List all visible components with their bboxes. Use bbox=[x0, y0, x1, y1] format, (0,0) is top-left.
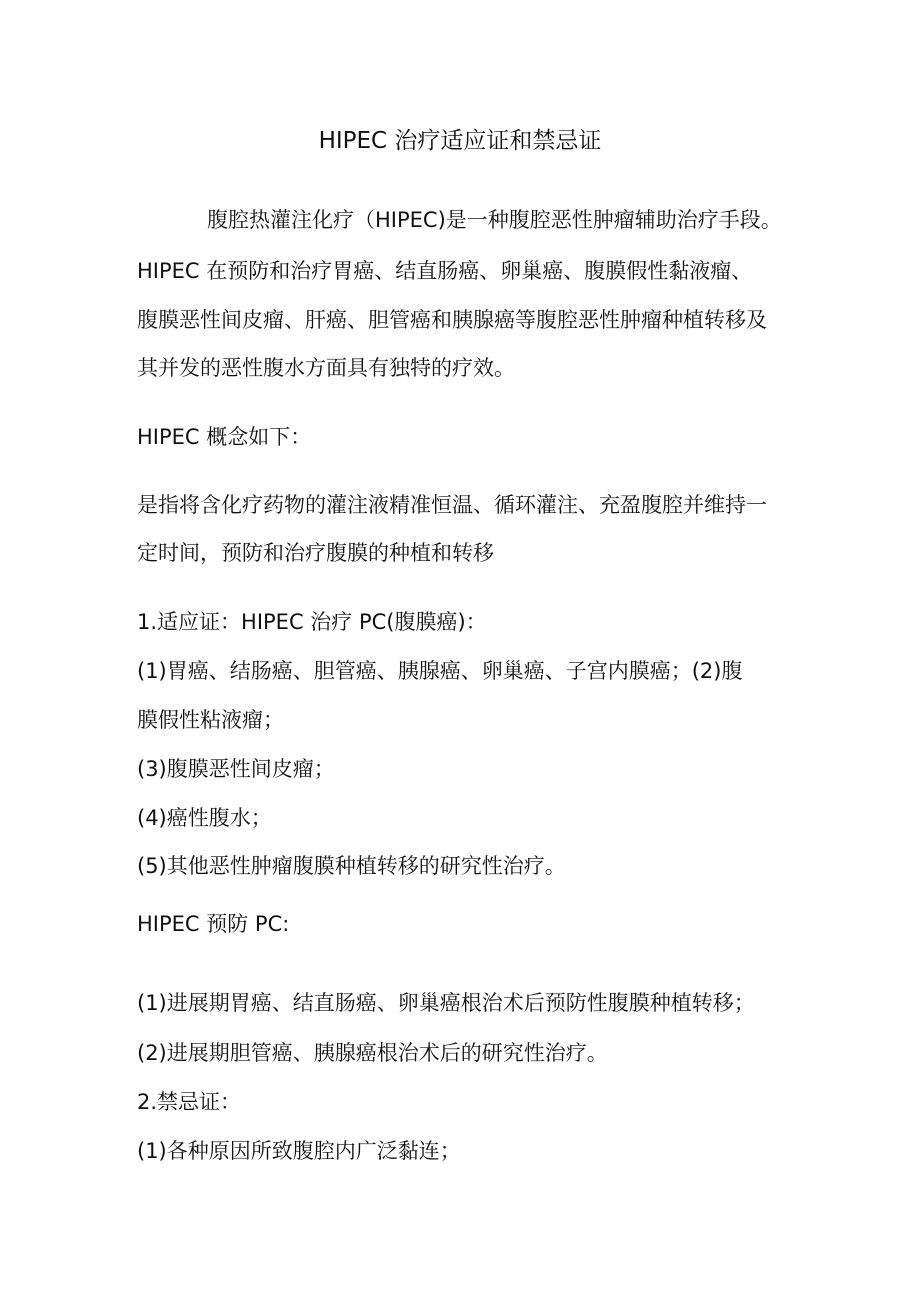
indication-item: (3)腹膜恶性间皮瘤； bbox=[137, 757, 335, 781]
contraindication-item: (1)各种原因所致腹腔内广泛黏连； bbox=[137, 1139, 461, 1163]
concept-line: 是指将含化疗药物的灌注液精准恒温、循环灌注、充盈腹腔并维持一 bbox=[137, 493, 767, 517]
page-title: HIPEC 治疗适应证和禁忌证 bbox=[318, 128, 602, 154]
intro-line: 其并发的恶性腹水方面具有独特的疗效。 bbox=[137, 356, 515, 380]
indication-item: (1)胃癌、结肠癌、胆管癌、胰腺癌、卵巢癌、子宫内膜癌；(2)腹 bbox=[137, 659, 743, 683]
intro-line: HIPEC 在预防和治疗胃癌、结直肠癌、卵巢癌、腹膜假性黏液瘤、 bbox=[137, 259, 753, 283]
indications-heading: 1.适应证：HIPEC 治疗 PC(腹膜癌)： bbox=[137, 610, 487, 634]
prevention-item: (2)进展期胆管癌、胰腺癌根治术后的研究性治疗。 bbox=[137, 1041, 608, 1065]
indication-item: (5)其他恶性肿瘤腹膜种植转移的研究性治疗。 bbox=[137, 854, 566, 878]
indication-item: (4)癌性腹水； bbox=[137, 806, 272, 830]
concept-heading: HIPEC 概念如下： bbox=[137, 425, 312, 449]
prevention-item: (1)进展期胃癌、结直肠癌、卵巢癌根治术后预防性腹膜种植转移； bbox=[137, 991, 755, 1015]
indication-item: 膜假性粘液瘤； bbox=[137, 708, 284, 732]
concept-line: 定时间，预防和治疗腹膜的种植和转移 bbox=[137, 541, 494, 565]
intro-line: 腹膜恶性间皮瘤、肝癌、胆管癌和胰腺癌等腹腔恶性肿瘤种植转移及 bbox=[137, 308, 767, 332]
intro-line: 腹腔热灌注化疗（HIPEC)是一种腹腔恶性肿瘤辅助治疗手段。 bbox=[207, 208, 782, 232]
prevention-heading: HIPEC 预防 PC: bbox=[137, 912, 290, 936]
contraindications-heading: 2.禁忌证： bbox=[137, 1090, 242, 1114]
